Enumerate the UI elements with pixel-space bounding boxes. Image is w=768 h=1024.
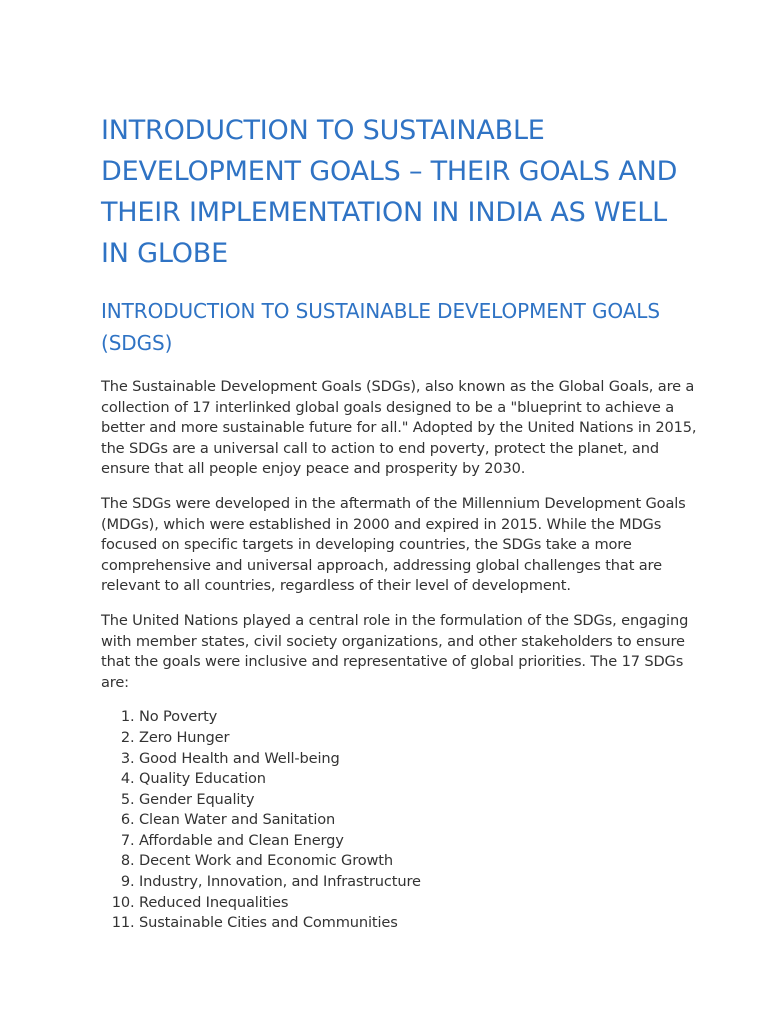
intro-paragraph: The Sustainable Development Goals (SDGs), also known as the Global Goals, are a collection of 17 interlinked global goals designed to be a "blueprint to achieve a better and more sustainable future for all." Adopted by the United Nations in 2015, the SDGs are a universal call to action to end poverty, protect the planet, and ensure that all people enjoy peace and prosperity by 2030. [101, 378, 697, 478]
list-item: 6. Clean Water and Sanitation [139, 810, 701, 831]
list-item: 10. Reduced Inequalities [139, 893, 701, 914]
document-page [101, 110, 701, 934]
list-item: 3. Good Health and Well-being [139, 749, 701, 770]
history-paragraph: The SDGs were developed in the aftermath of the Millennium Development Goals (MDGs), which were established in 2000 and expired in 2015. While the MDGs focused on specific targets in developing countries, the SDGs take a more comprehensive and universal approach, addressing global challenges that are relevant to all countries, regardless of their level of development. [101, 494, 686, 595]
list-item: 5. Gender Equality [139, 790, 701, 811]
list-item: 9. Industry, Innovation, and Infrastructure [139, 872, 701, 893]
list-item: 4. Quality Education [139, 769, 701, 790]
section-heading: INTRODUCTION TO SUSTAINABLE DEVELOPMENT GOALS (SDGS) [101, 299, 660, 355]
list-item: 11. Sustainable Cities and Communities [139, 913, 701, 934]
list-item: 2. Zero Hunger [139, 728, 701, 749]
document-title: INTRODUCTION TO SUSTAINABLE DEVELOPMENT GOALS – THEIR GOALS AND THEIR IMPLEMENTATION IN INDIA AS WELL IN GLOBE [101, 115, 678, 269]
list-item: 8. Decent Work and Economic Growth [139, 851, 701, 872]
formulation-paragraph: The United Nations played a central role in the formulation of the SDGs, engaging with member states, civil society organizations, and other stakeholders to ensure that the goals were inclusive and representative of global priorities. The 17 SDGs are: [101, 611, 689, 691]
sdg-list [101, 707, 701, 934]
list-item: 1. No Poverty [139, 707, 701, 728]
list-item: 7. Affordable and Clean Energy [139, 831, 701, 852]
